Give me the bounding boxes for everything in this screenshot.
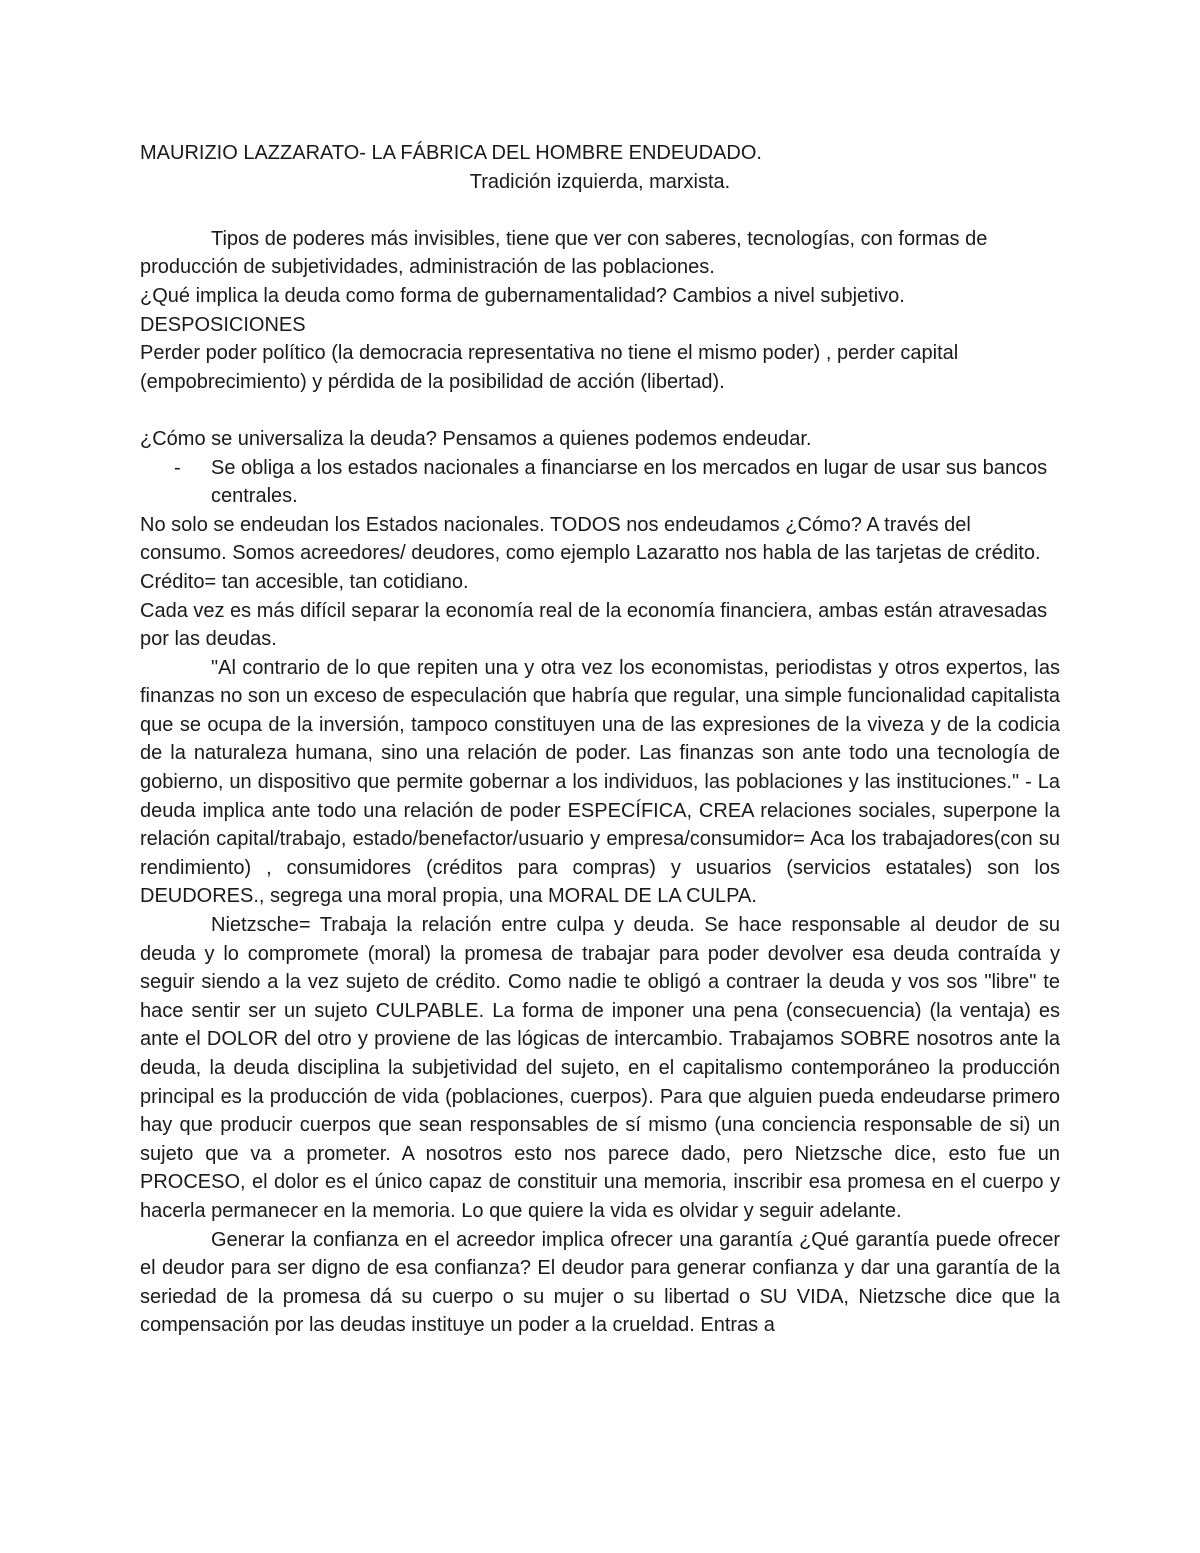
document-subtitle: Tradición izquierda, marxista.: [469, 170, 731, 193]
paragraph-guarantee: Generar la confianza en el acreedor implica ofrecer una garantía ¿Qué garantía puede ofrecer el deudor para ser digno de esa confianza? El deudor para generar confianza y dar una garantía de la seriedad de la promesa dá su cuerpo o su mujer o su libertad o SU VIDA, Nietzsche dice que la compensación por las deudas instituye un poder a la crueldad. Entras a: [140, 1228, 1060, 1337]
paragraph-powers: Tipos de poderes más invisibles, tiene que ver con saberes, tecnologías, con formas de producción de subjetividades, administración de las poblaciones.: [140, 227, 988, 279]
paragraph-question-debt: ¿Qué implica la deuda como forma de gubernamentalidad? Cambios a nivel subjetivo.: [140, 284, 905, 307]
document-page: [140, 139, 1060, 1340]
paragraph-nietzsche: Nietzsche= Trabaja la relación entre culpa y deuda. Se hace responsable al deudor de su deuda y lo compromete (moral) la promesa de trabajar para poder devolver esa deuda contraída y seguir siendo a la vez sujeto de crédito. Como nadie te obligó a contraer la deuda y vos sos "libre" te hace sentir ser un sujeto CULPABLE. La forma de imponer una pena (consecuencia) (la ventaja) es ante el DOLOR del otro y proviene de las lógicas de intercambio. Trabajamos SOBRE nosotros ante la deuda, la deuda disciplina la subjetividad del sujeto, en el capitalismo contemporáneo la producción principal es la producción de vida (poblaciones, cuerpos). Para que alguien pueda endeudarse primero hay que producir cuerpos que sean responsables de sí mismo (una conciencia responsable de si) un sujeto que va a prometer. A nosotros esto nos parece dado, pero Nietzsche dice, esto fue un PROCESO, el dolor es el único capaz de constituir una memoria, inscribir esa promesa en el cuerpo y hacerla permanecer en la memoria. Lo que quiere la vida es olvidar y seguir adelante.: [140, 914, 1060, 1222]
paragraph-losses: Perder poder político (la democracia representativa no tiene el mismo poder) , perder capital (empobrecimiento) y pérdida de la posibilidad de acción (libertad).: [140, 342, 959, 393]
bullet-marker: -: [174, 456, 181, 479]
paragraph-quote: "Al contrario de lo que repiten una y otra vez los economistas, periodistas y otros expertos, las finanzas no son un exceso de especulación que habría que regular, una simple funcionalidad capitalista que se ocupa de la inversión, tampoco constituyen una de las expresiones de la viveza y de la codicia de la naturaleza humana, sino una relación de poder. Las finanzas son ante todo una tecnología de gobierno, un dispositivo que permite gobernar a los individuos, las poblaciones y las instituciones." - La deuda implica ante todo una relación de poder ESPECÍFICA, CREA relaciones sociales, superpone la relación capital/trabajo, estado/benefactor/usuario y empresa/consumidor= Aca los trabajadores(con su rendimiento) , consumidores (créditos para compras) y usuarios (servicios estatales) son los DEUDORES., segrega una moral propia, una MORAL DE LA CULPA.: [140, 656, 1060, 908]
paragraph-economy: Cada vez es más difícil separar la economía real de la economía financiera, ambas están atravesadas por las deudas.: [140, 599, 1048, 651]
bullet-item: [140, 454, 1060, 511]
paragraph-consumption: No solo se endeudan los Estados nacionales. TODOS nos endeudamos ¿Cómo? A través del consumo. Somos acreedores/ deudores, como ejemplo Lazaratto nos habla de las tarjetas de crédito. Crédito= tan accesible, tan cotidiano.: [140, 513, 1041, 593]
paragraph-desposiciones: DESPOSICIONES: [140, 313, 306, 336]
paragraph-universalize: ¿Cómo se universaliza la deuda? Pensamos a quienes podemos endeudar.: [140, 427, 812, 450]
blank-line: [140, 396, 1060, 425]
document-title: MAURIZIO LAZZARATO- LA FÁBRICA DEL HOMBRE ENDEUDADO.: [140, 142, 762, 164]
bullet-text: Se obliga a los estados nacionales a financiarse en los mercados en lugar de usar sus bancos centrales.: [211, 456, 1048, 508]
blank-line: [140, 196, 1060, 225]
